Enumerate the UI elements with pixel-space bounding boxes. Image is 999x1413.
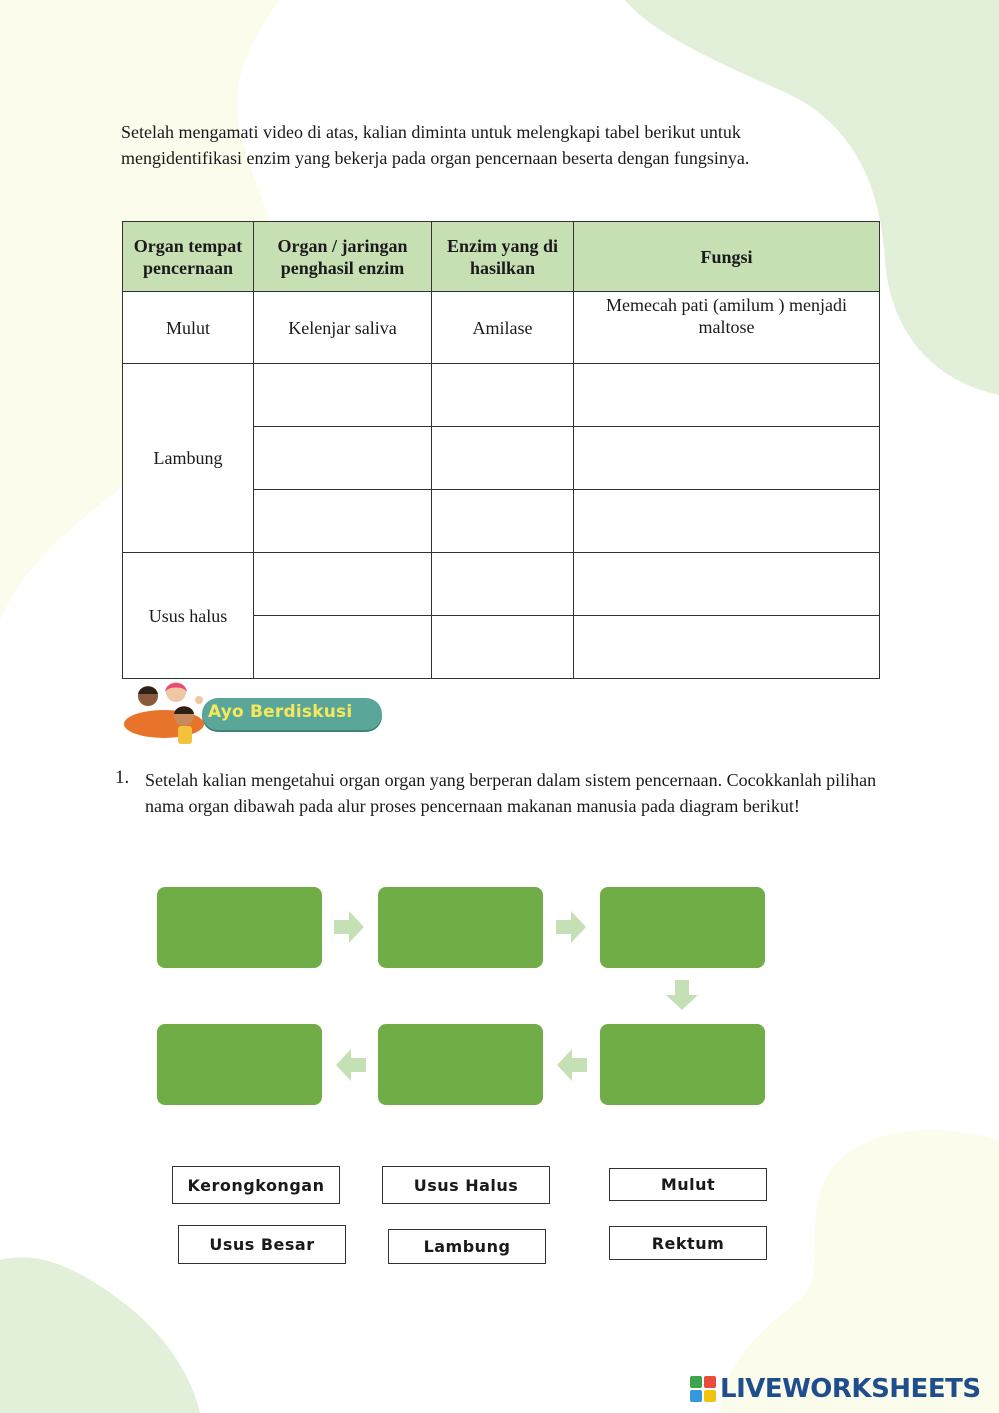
arrow-down-icon (666, 980, 698, 1010)
arrow-left-icon (557, 1049, 587, 1081)
diagram-slot-5[interactable] (378, 1024, 543, 1105)
liveworksheets-logo (690, 1372, 981, 1406)
diagram-slot-2[interactable] (378, 887, 543, 968)
answer-cell[interactable] (254, 427, 432, 490)
cell-organ-usus-halus: Usus halus (123, 553, 254, 679)
header-producer: Organ / jaringan penghasil enzim (254, 222, 432, 292)
option-usus-halus[interactable]: Usus Halus (382, 1166, 550, 1204)
answer-cell[interactable] (254, 490, 432, 553)
answer-cell[interactable] (574, 490, 880, 553)
answer-cell[interactable] (254, 364, 432, 427)
answer-cell[interactable] (432, 553, 574, 616)
table-header-row (123, 222, 880, 292)
answer-cell[interactable] (432, 616, 574, 679)
cell-organ-lambung: Lambung (123, 364, 254, 553)
intro-paragraph: Setelah mengamati video di atas, kalian diminta untuk melengkapi tabel berikut untuk mengidentifikasi enzim yang bekerja pada organ pencernaan beserta dengan fungsinya. (121, 122, 750, 168)
question-text: Setelah kalian mengetahui organ organ yang berperan dalam sistem pencernaan. Cocokkanlah pilihan nama organ dibawah pada alur proses pencernaan makanan manusia pada diagram berikut! (145, 770, 877, 816)
diagram-slot-6[interactable] (157, 1024, 322, 1105)
question-number: 1. (115, 767, 130, 788)
table-row (123, 553, 880, 616)
enzyme-table (122, 221, 880, 679)
option-rektum[interactable]: Rektum (609, 1226, 767, 1260)
header-organ: Organ tempat pencernaan (123, 222, 254, 292)
header-function: Fungsi (574, 222, 880, 292)
diagram-slot-1[interactable] (157, 887, 322, 968)
answer-cell[interactable] (432, 364, 574, 427)
arrow-right-icon (334, 911, 364, 943)
table-row (123, 364, 880, 427)
answer-cell[interactable] (432, 427, 574, 490)
option-lambung[interactable]: Lambung (388, 1229, 546, 1264)
cell-producer: Kelenjar saliva (254, 292, 432, 364)
cell-function: Memecah pati (amilum ) menjadi maltose (574, 292, 880, 364)
answer-cell[interactable] (432, 490, 574, 553)
answer-cell[interactable] (574, 553, 880, 616)
answer-cell[interactable] (574, 364, 880, 427)
diagram-slot-4[interactable] (600, 1024, 765, 1105)
table-row (123, 292, 880, 364)
answer-cell[interactable] (254, 553, 432, 616)
answer-cell[interactable] (574, 616, 880, 679)
option-kerongkongan[interactable]: Kerongkongan (172, 1166, 340, 1204)
badge-label: Ayo Berdiskusi (208, 702, 353, 722)
option-usus-besar[interactable]: Usus Besar (178, 1225, 346, 1264)
arrow-left-icon (336, 1049, 366, 1081)
diagram-slot-3[interactable] (600, 887, 765, 968)
cell-organ: Mulut (123, 292, 254, 364)
cell-enzyme: Amilase (432, 292, 574, 364)
header-enzyme: Enzim yang di hasilkan (432, 222, 574, 292)
answer-cell[interactable] (574, 427, 880, 490)
logo-text: LIVEWORKSHEETS (720, 1374, 981, 1404)
arrow-right-icon (556, 911, 586, 943)
discussion-badge (124, 680, 384, 750)
answer-cell[interactable] (254, 616, 432, 679)
liveworksheets-mark-icon (690, 1376, 716, 1402)
option-mulut[interactable]: Mulut (609, 1168, 767, 1201)
